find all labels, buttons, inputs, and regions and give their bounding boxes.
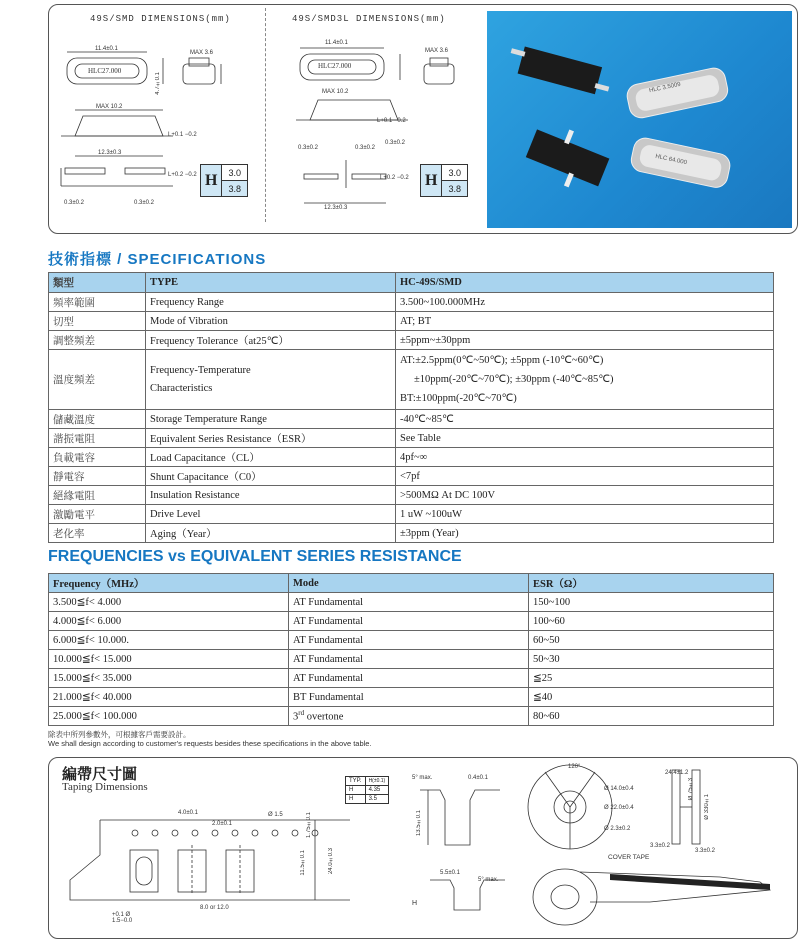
- temp-char-line-1: Frequency-Temperature: [150, 364, 251, 376]
- tape-p20: 2.0±0.1: [212, 821, 232, 827]
- dim-l-tol2-r: L+0.2 −0.2: [380, 175, 409, 181]
- tape-pitch: 8.0 or 12.0: [200, 905, 229, 911]
- spec-cell: Shunt Capacitance（C0）: [146, 467, 396, 486]
- esr-header-cell: Frequency（MHz）: [49, 574, 289, 593]
- esr-header-row: [49, 574, 774, 593]
- spec-row: [49, 448, 774, 467]
- esr-row: [49, 669, 774, 688]
- esr-row: [49, 612, 774, 631]
- spec-cell: Aging（Year）: [146, 524, 396, 543]
- typ-h-2: H: [346, 795, 366, 804]
- esr-cell: 150~100: [529, 593, 774, 612]
- spec-cell: 4pf~∞: [396, 448, 774, 467]
- pocket-5max-2: 5° max.: [478, 877, 499, 883]
- reel-r33: 3.3±0.2: [650, 843, 670, 849]
- reel-w244: 24.4±1.2: [665, 770, 689, 776]
- spec-row: [49, 486, 774, 505]
- esr-heading: FREQUENCIES vs EQUIVALENT SERIES RESISTANCE: [48, 548, 462, 565]
- pocket-5max: 5° max.: [412, 775, 433, 781]
- dim-l-tol-r: L+0.1 −0.2: [377, 118, 406, 124]
- spec-cell: 負載電容: [49, 448, 146, 467]
- design-note: [48, 730, 372, 748]
- dim-max36: MAX 3.6: [190, 50, 214, 56]
- esr-cell: AT Fundamental: [289, 593, 529, 612]
- temp-char-line-2: Characteristics: [150, 382, 213, 394]
- typ-label: TYP.: [346, 777, 366, 786]
- spec-cell: [396, 350, 774, 410]
- reel-d140: Ø 14.0±0.4: [604, 786, 634, 792]
- pocket-section-drawing: [410, 770, 520, 930]
- spec-header-cell: TYPE: [146, 273, 396, 293]
- esr-cell: 50~30: [529, 650, 774, 669]
- esr-cell: BT Fundamental: [289, 688, 529, 707]
- h-label: H: [201, 165, 222, 197]
- esr-cell: 4.000≦f< 6.000: [49, 612, 289, 631]
- reel-r332: 3.3±0.2: [695, 848, 715, 854]
- specifications-table: [48, 272, 774, 543]
- spec-cell: Equivalent Series Resistance（ESR）: [146, 429, 396, 448]
- esr-cell: ≦25: [529, 669, 774, 688]
- product-photo: [487, 11, 792, 228]
- esr-cell: 6.000≦f< 10.000.: [49, 631, 289, 650]
- overtone-number: 3: [293, 711, 299, 723]
- spec-cell: 1 uW ~100uW: [396, 505, 774, 524]
- spec-header-cell: 類型: [49, 273, 146, 293]
- dim-l-tol2: L+0.2 −0.2: [168, 172, 197, 178]
- dim-h47: 4.7±0.1: [155, 72, 161, 95]
- tape-d15: Ø 1.5: [268, 812, 283, 818]
- spec-cell: ±5ppm~±30ppm: [396, 331, 774, 350]
- dim-pad2: 0.3±0.2: [134, 200, 154, 206]
- spec-row: [49, 312, 774, 331]
- typ-table: [345, 776, 389, 804]
- esr-cell: 15.000≦f< 35.000: [49, 669, 289, 688]
- dim-pad2-r: 0.3±0.2: [355, 145, 375, 151]
- spec-cell: <7pf: [396, 467, 774, 486]
- dim-pad1-r: 0.3±0.2: [298, 145, 318, 151]
- esr-cell: 60~50: [529, 631, 774, 650]
- right-dimension-title: 49S/SMD3L DIMENSIONS(mm): [292, 14, 446, 24]
- spec-cell: 靜電容: [49, 467, 146, 486]
- spec-row: [49, 410, 774, 429]
- h-table-left: [200, 164, 248, 197]
- esr-row: [49, 593, 774, 612]
- pocket-h: H: [412, 900, 418, 907]
- reel-d23: Ø 2.3±0.2: [604, 826, 631, 832]
- reel-d220: Ø 22.0±0.4: [604, 805, 634, 811]
- spec-cell: 儲藏溫度: [49, 410, 146, 429]
- esr-cell: [289, 707, 529, 726]
- typ-htol: H(±0.1): [365, 777, 389, 786]
- esr-cell: 10.000≦f< 15.000: [49, 650, 289, 669]
- spec-cell: 絕緣電阻: [49, 486, 146, 505]
- tape-w115: 11.5±0.1: [300, 850, 306, 876]
- marking-text: HLC27.000: [88, 67, 122, 75]
- overtone-text: overtone: [304, 711, 344, 723]
- photo-label-1: HLC 3.5009: [648, 81, 682, 95]
- dim-l-tol: L+0.1 −0.2: [168, 132, 197, 138]
- h-value-2: 3.8: [222, 181, 248, 197]
- esr-cell: 80~60: [529, 707, 774, 726]
- esr-cell: 3.500≦f< 4.000: [49, 593, 289, 612]
- typ-value-1: 4.35: [365, 786, 389, 795]
- esr-cell: ≦40: [529, 688, 774, 707]
- temp-line-3: BT:±100ppm(-20℃~70℃): [400, 393, 517, 404]
- h-value-1-r: 3.0: [442, 165, 468, 181]
- dim-pitch-r: 12.3±0.3: [324, 205, 348, 211]
- esr-header-cell: ESR（Ω）: [529, 574, 774, 593]
- esr-cell: AT Fundamental: [289, 669, 529, 688]
- reel-angle: 120°: [568, 764, 581, 770]
- esr-cell: AT Fundamental: [289, 612, 529, 631]
- spec-cell: 3.500~100.000MHz: [396, 293, 774, 312]
- spec-cell: Load Capacitance（CL）: [146, 448, 396, 467]
- spec-cell: -40℃~85℃: [396, 410, 774, 429]
- panel-divider: [265, 8, 266, 222]
- note-en: We shall design according to customer's requests besides these specifications in the above table.: [48, 739, 372, 748]
- spec-cell: AT; BT: [396, 312, 774, 331]
- spec-cell: Mode of Vibration: [146, 312, 396, 331]
- dim-pitch: 12.3±0.3: [98, 150, 122, 156]
- spec-cell: 頻率範圍: [49, 293, 146, 312]
- spec-cell: Drive Level: [146, 505, 396, 524]
- esr-cell: AT Fundamental: [289, 650, 529, 669]
- tape-w240: 24.0±0.3: [328, 848, 334, 875]
- spec-cell: >500MΩ At DC 100V: [396, 486, 774, 505]
- spec-cell: 諧振電阻: [49, 429, 146, 448]
- tape-w175: 1.75±0.1: [306, 812, 312, 839]
- marking-text-r: HLC27.000: [318, 62, 352, 70]
- taping-title-zh: 編帶尺寸圖: [62, 765, 138, 783]
- spec-cell: Frequency Range: [146, 293, 396, 312]
- reel-d330: Ø 330±1: [704, 794, 710, 820]
- spec-header-cell: HC-49S/SMD: [396, 273, 774, 293]
- spec-cell: Insulation Resistance: [146, 486, 396, 505]
- spec-cell: 溫度頻差: [49, 350, 146, 410]
- specifications-heading: 技術指標 / SPECIFICATIONS: [48, 251, 267, 268]
- dim-width-top: 11.4±0.1: [95, 46, 118, 52]
- dim-max102-r: MAX 10.2: [322, 89, 349, 95]
- spec-row: [49, 505, 774, 524]
- dim-pad3-r: 0.3±0.2: [385, 140, 405, 146]
- h-table-right: [420, 164, 468, 197]
- esr-row: [49, 707, 774, 726]
- spec-cell: Frequency Tolerance（at25℃）: [146, 331, 396, 350]
- spec-cell: 切型: [49, 312, 146, 331]
- overtone-suffix: rd: [298, 709, 305, 718]
- crystal-components-image: [487, 11, 792, 228]
- spec-row: [49, 429, 774, 448]
- h-value-2-r: 3.8: [442, 181, 468, 197]
- pocket-d135: 13.5±0.1: [416, 810, 422, 837]
- spec-cell: [146, 350, 396, 410]
- pocket-t04: 0.4±0.1: [468, 775, 488, 781]
- spec-row: [49, 467, 774, 486]
- temp-line-2: ±10ppm(-20℃~70℃); ±30ppm (-40℃~85℃): [414, 374, 614, 385]
- spec-cell: 老化率: [49, 524, 146, 543]
- dim-max102: MAX 10.2: [96, 104, 123, 110]
- spec-row: [49, 331, 774, 350]
- esr-cell: 21.000≦f< 40.000: [49, 688, 289, 707]
- cover-tape-label: COVER TAPE: [608, 854, 650, 861]
- photo-label-2: HLC 64.000: [654, 153, 688, 167]
- note-zh: 除表中所列參數外，可根據客戶需要設計。: [48, 730, 191, 739]
- esr-cell: AT Fundamental: [289, 631, 529, 650]
- tape-p40: 4.0±0.1: [178, 810, 198, 816]
- h-label-r: H: [421, 165, 442, 197]
- esr-cell: 100~60: [529, 612, 774, 631]
- typ-h-1: H: [346, 786, 366, 795]
- esr-row: [49, 650, 774, 669]
- pocket-w55: 5.5±0.1: [440, 870, 460, 876]
- reel-d75: Ø 75±3: [688, 778, 694, 801]
- spec-row: [49, 524, 774, 543]
- spec-row: [49, 293, 774, 312]
- spec-cell: 調整頻差: [49, 331, 146, 350]
- esr-row: [49, 631, 774, 650]
- esr-table: [48, 573, 774, 726]
- dim-max36-r: MAX 3.6: [425, 48, 449, 54]
- dim-width-top-r: 11.4±0.1: [325, 40, 348, 46]
- esr-header-cell: Mode: [289, 574, 529, 593]
- esr-row: [49, 688, 774, 707]
- left-dimension-title: 49S/SMD DIMENSIONS(mm): [90, 14, 231, 24]
- h-value-1: 3.0: [222, 165, 248, 181]
- spec-cell: Storage Temperature Range: [146, 410, 396, 429]
- esr-cell: 25.000≦f< 100.000: [49, 707, 289, 726]
- spec-header-row: [49, 273, 774, 293]
- spec-cell: ±3ppm (Year): [396, 524, 774, 543]
- spec-cell: See Table: [396, 429, 774, 448]
- dim-pad1: 0.3±0.2: [64, 200, 84, 206]
- spec-row-temperature: [49, 350, 774, 410]
- taping-title-en: Taping Dimensions: [62, 781, 148, 793]
- spec-cell: 激勵電平: [49, 505, 146, 524]
- typ-value-2: 3.5: [365, 795, 389, 804]
- temp-line-1: AT:±2.5ppm(0℃~50℃); ±5ppm (-10℃~60℃): [400, 355, 604, 366]
- tape-hole: +0.1 Ø 1.5−0.0: [112, 912, 133, 924]
